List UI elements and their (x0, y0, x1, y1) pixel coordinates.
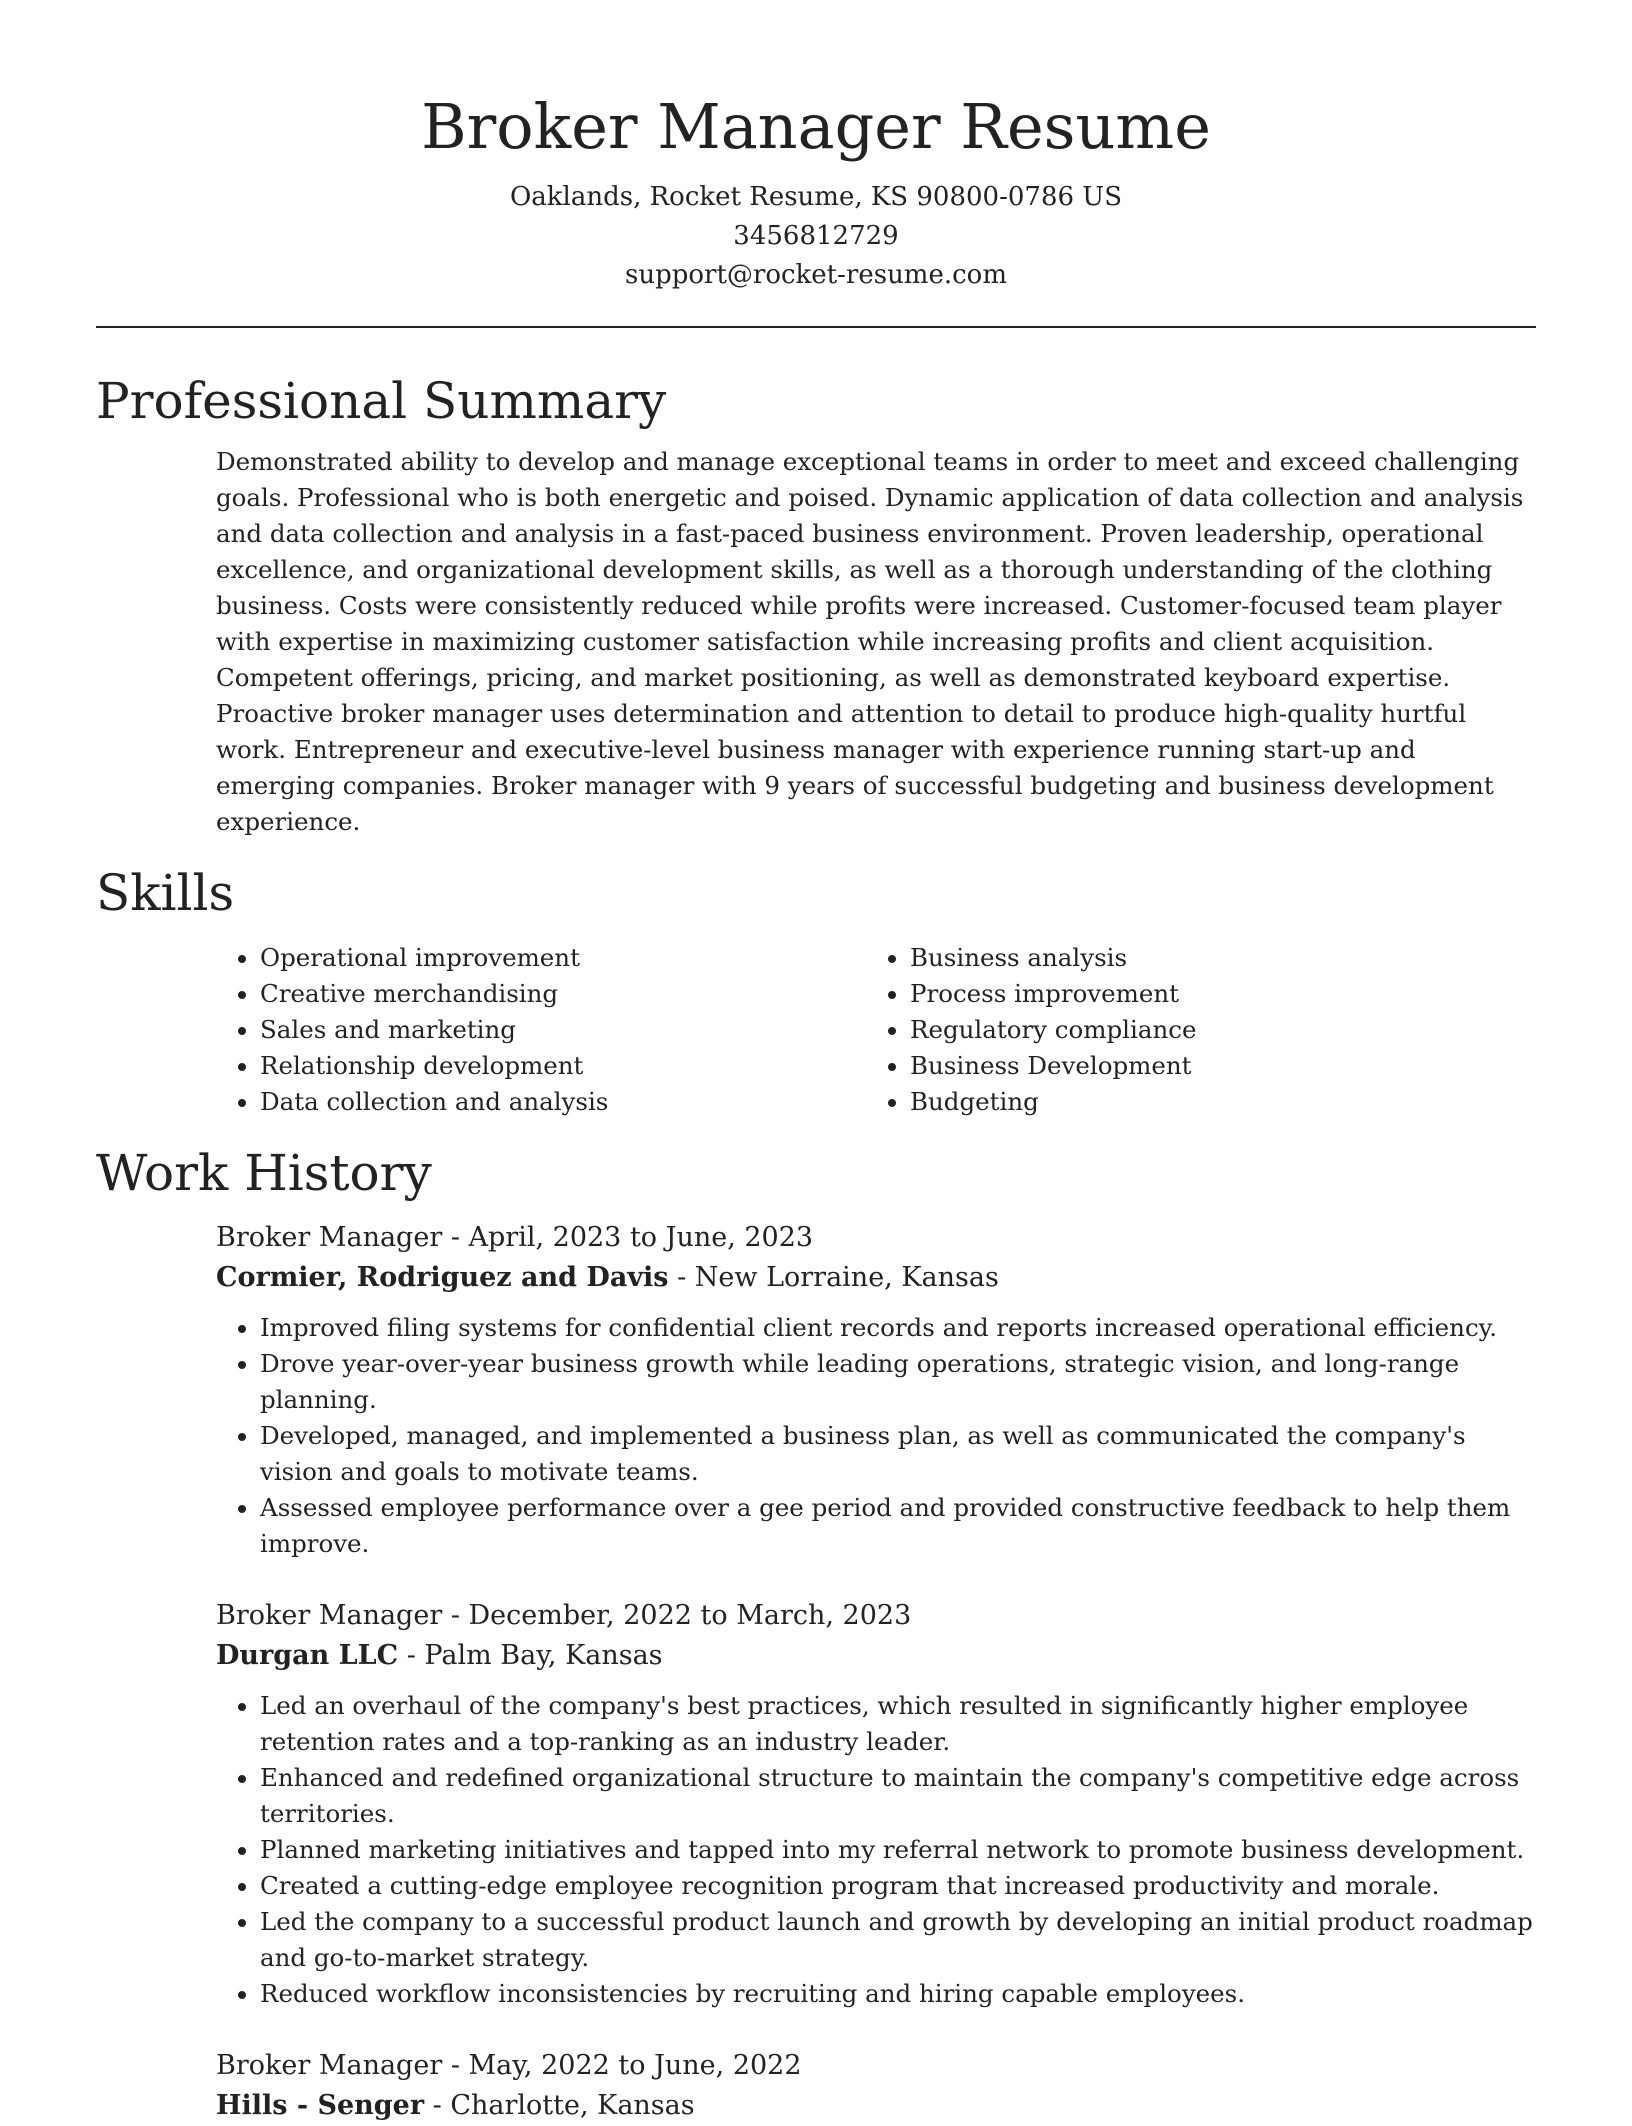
skill-item: • Regulatory compliance (910, 1012, 1516, 1048)
job-entry (216, 1218, 1536, 1562)
job-role: Broker Manager (216, 2050, 443, 2081)
skills-grid (216, 940, 1536, 1120)
contact-block (96, 178, 1536, 295)
job-company-line (216, 2086, 1536, 2126)
job-bullet: • Created a cutting-edge employee recognition program that increased productivity and morale. (260, 1868, 1536, 1904)
skill-item: • Business analysis (910, 940, 1516, 976)
job-bullet: • Improved filing systems for confidential client records and reports increased operational efficiency. (260, 1310, 1536, 1346)
job-location: - Charlotte, Kansas (424, 2090, 695, 2121)
job-role: Broker Manager (216, 1222, 443, 1253)
work-history-heading: Work History (96, 1144, 432, 1202)
job-company: Cormier, Rodriguez and Davis (216, 1262, 669, 1293)
job-bullet: • Developed, managed, and implemented a business plan, as well as communicated the company's vision and goals to motivate teams. (260, 1418, 1536, 1490)
resume-header (96, 0, 1536, 295)
skill-item: • Operational improvement (260, 940, 866, 976)
skills-section (216, 940, 1536, 1120)
skills-list-right (866, 940, 1516, 1120)
contact-email: support@rocket-resume.com (624, 260, 1007, 290)
job-role: Broker Manager (216, 1600, 443, 1631)
work-history-section (216, 1218, 1536, 2126)
job-company-line (216, 1258, 1536, 1298)
job-dates: - December, 2022 to March, 2023 (442, 1600, 912, 1631)
job-bullet: • Led the company to a successful product launch and growth by developing an initial product roadmap and go-to-market strategy. (260, 1904, 1536, 1976)
job-bullet: • Drove year-over-year business growth while leading operations, strategic vision, and long-range planning. (260, 1346, 1536, 1418)
job-bullet: • Planned marketing initiatives and tapped into my referral network to promote business development. (260, 1832, 1536, 1868)
summary-section (216, 444, 1536, 840)
summary-text: Demonstrated ability to develop and manage exceptional teams in order to meet and exceed challenging goals. Professional who is both energetic and poised. Dynamic application of data collection and analysis and data collection and analysis in a fast-paced business environment. Proven leadership, operational excellence, and organizational development skills, as well as a thorough understanding of the clothing business. Costs were consistently reduced while profits were increased. Customer-focused team player with expertise in maximizing customer satisfaction while increasing profits and client acquisition. Competent offerings, pricing, and market positioning, as well as demonstrated keyboard expertise. Proactive broker manager uses determination and attention to detail to produce high-quality hurtful work. Entrepreneur and executive-level business manager with experience running start-up and emerging companies. Broker manager with 9 years of successful budgeting and business development experience. (216, 447, 1524, 836)
job-company-line (216, 1636, 1536, 1676)
job-bullet: • Reduced workflow inconsistencies by recruiting and hiring capable employees. (260, 1976, 1536, 2012)
job-role-line (216, 1596, 1536, 1636)
header-divider (96, 326, 1536, 328)
skill-item: • Sales and marketing (260, 1012, 866, 1048)
job-bullet: • Enhanced and redefined organizational structure to maintain the company's competitive edge across territories. (260, 1760, 1536, 1832)
skills-heading: Skills (96, 864, 235, 922)
skill-item: • Relationship development (260, 1048, 866, 1084)
skills-list-left (216, 940, 866, 1120)
job-role-line (216, 1218, 1536, 1258)
job-company: Hills - Senger (216, 2090, 425, 2121)
job-company: Durgan LLC (216, 1640, 399, 1671)
summary-heading: Professional Summary (96, 372, 667, 430)
contact-address: Oaklands, Rocket Resume, KS 90800-0786 US (509, 182, 1123, 212)
skill-item: • Budgeting (910, 1084, 1516, 1120)
job-entry (216, 1596, 1536, 2012)
contact-phone: 3456812729 (733, 221, 899, 251)
skill-item: • Process improvement (910, 976, 1516, 1012)
job-bullet: • Assessed employee performance over a gee period and provided constructive feedback to help them improve. (260, 1490, 1536, 1562)
job-bullet-list (216, 1310, 1536, 1562)
resume-title: Broker Manager Resume (421, 90, 1211, 163)
job-dates: - May, 2022 to June, 2022 (442, 2050, 802, 2081)
job-bullet-list (216, 1688, 1536, 2012)
job-location: - New Lorraine, Kansas (668, 1262, 999, 1293)
skill-item: • Creative merchandising (260, 976, 866, 1012)
job-location: - Palm Bay, Kansas (398, 1640, 663, 1671)
skill-item: • Business Development (910, 1048, 1516, 1084)
skill-item: • Data collection and analysis (260, 1084, 866, 1120)
job-entry (216, 2046, 1536, 2126)
job-bullet: • Led an overhaul of the company's best practices, which resulted in significantly higher employee retention rates and a top-ranking as an industry leader. (260, 1688, 1536, 1760)
job-dates: - April, 2023 to June, 2023 (442, 1222, 814, 1253)
job-role-line (216, 2046, 1536, 2086)
